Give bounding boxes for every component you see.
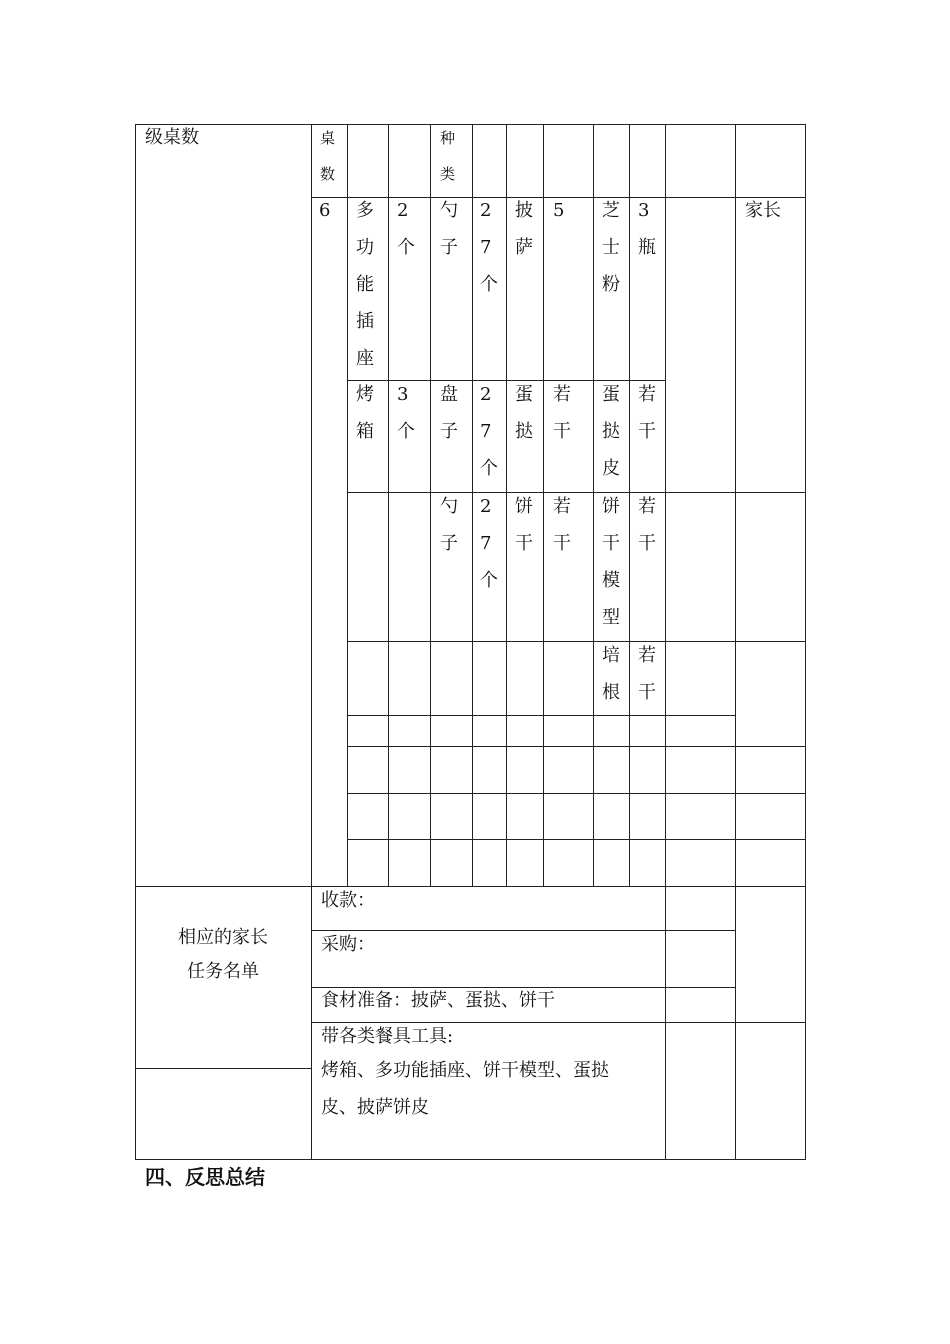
- qty-oven: 3个: [397, 384, 415, 442]
- item-oven: 烤箱: [356, 384, 374, 442]
- row3-bottom-line: [347, 641, 805, 642]
- qty-plate: 27个: [480, 384, 498, 479]
- qty-power-strip: 2个: [397, 200, 415, 258]
- food-pizza-qty: 5: [553, 200, 565, 221]
- tables-column-line: [347, 124, 348, 887]
- col-line-4: [430, 124, 431, 887]
- task-tools-title: 带各类餐具工具:: [321, 1026, 454, 1047]
- collect-bottom-line: [311, 930, 735, 931]
- tables-header: 桌数: [320, 129, 336, 183]
- item-spoon-2: 勺子: [440, 496, 458, 554]
- row6-bottom-line: [347, 793, 805, 794]
- ingredient-cheese: 芝士粉: [602, 200, 620, 295]
- ingredient-cookie-mold-qty: 若干: [638, 496, 656, 554]
- main-grid-bottom-line: [135, 886, 805, 887]
- table-top-border: [135, 124, 805, 125]
- label-split-line: [135, 1068, 311, 1069]
- col-line-5: [472, 124, 473, 887]
- task-collect: 收款：: [321, 890, 375, 911]
- ingredient-tart-shell-qty: 若干: [638, 384, 656, 442]
- label-column-line: [311, 124, 312, 1160]
- item-plate: 盘子: [440, 384, 458, 442]
- task-tools-line1: 烤箱、多功能插座、饼干模型、蛋挞: [321, 1060, 609, 1081]
- task-food-prep: 食材准备：披萨、蛋挞、饼干: [321, 990, 555, 1011]
- col-line-3: [388, 124, 389, 887]
- col-line-6: [506, 124, 507, 887]
- item-spoon: 勺子: [440, 200, 458, 258]
- task-label-line1: 相应的家长: [178, 927, 268, 948]
- ingredient-tart-shell: 蛋挞皮: [602, 384, 620, 479]
- food-egg-tart-qty: 若干: [553, 384, 571, 442]
- task-purchase: 采购：: [321, 934, 375, 955]
- ingredient-cheese-qty: 3瓶: [638, 200, 656, 258]
- qty-spoon: 27个: [480, 200, 498, 295]
- col-line-11: [735, 124, 736, 1160]
- food-egg-tart: 蛋挞: [515, 384, 533, 442]
- food-prep-bottom-line: [311, 1022, 805, 1023]
- row2-bottom-line: [347, 492, 805, 493]
- task-tools-line2: 皮、披萨饼皮: [321, 1097, 429, 1118]
- row4-bottom-line: [347, 715, 735, 716]
- food-pizza: 披萨: [515, 200, 533, 258]
- header-bottom-line: [311, 197, 805, 198]
- section-heading: 四、反思总结: [145, 1165, 265, 1189]
- table-count: 6: [319, 200, 331, 221]
- ingredient-bacon: 培根: [602, 645, 620, 703]
- purchase-bottom-line: [311, 987, 735, 988]
- grade-tables-label: 级桌数: [145, 127, 199, 148]
- kind-header: 种类: [440, 129, 456, 183]
- owner-parent: 家长: [745, 200, 781, 221]
- food-cookie: 饼干: [515, 496, 533, 554]
- ingredient-cookie-mold: 饼干模型: [602, 496, 620, 628]
- qty-spoon-2: 27个: [480, 496, 498, 591]
- row7-bottom-line: [347, 839, 805, 840]
- col-line-9: [629, 124, 630, 887]
- task-label-line2: 任务名单: [187, 961, 259, 982]
- col-line-8: [593, 124, 594, 887]
- ingredient-bacon-qty: 若干: [638, 645, 656, 703]
- table-bottom-border: [135, 1159, 805, 1160]
- col-line-7: [543, 124, 544, 887]
- table-left-border: [135, 124, 136, 1160]
- item-power-strip: 多功能插座: [356, 200, 374, 369]
- col-line-10: [665, 124, 666, 1160]
- table-right-border: [805, 124, 806, 1160]
- food-cookie-qty: 若干: [553, 496, 571, 554]
- row5-bottom-line: [347, 746, 805, 747]
